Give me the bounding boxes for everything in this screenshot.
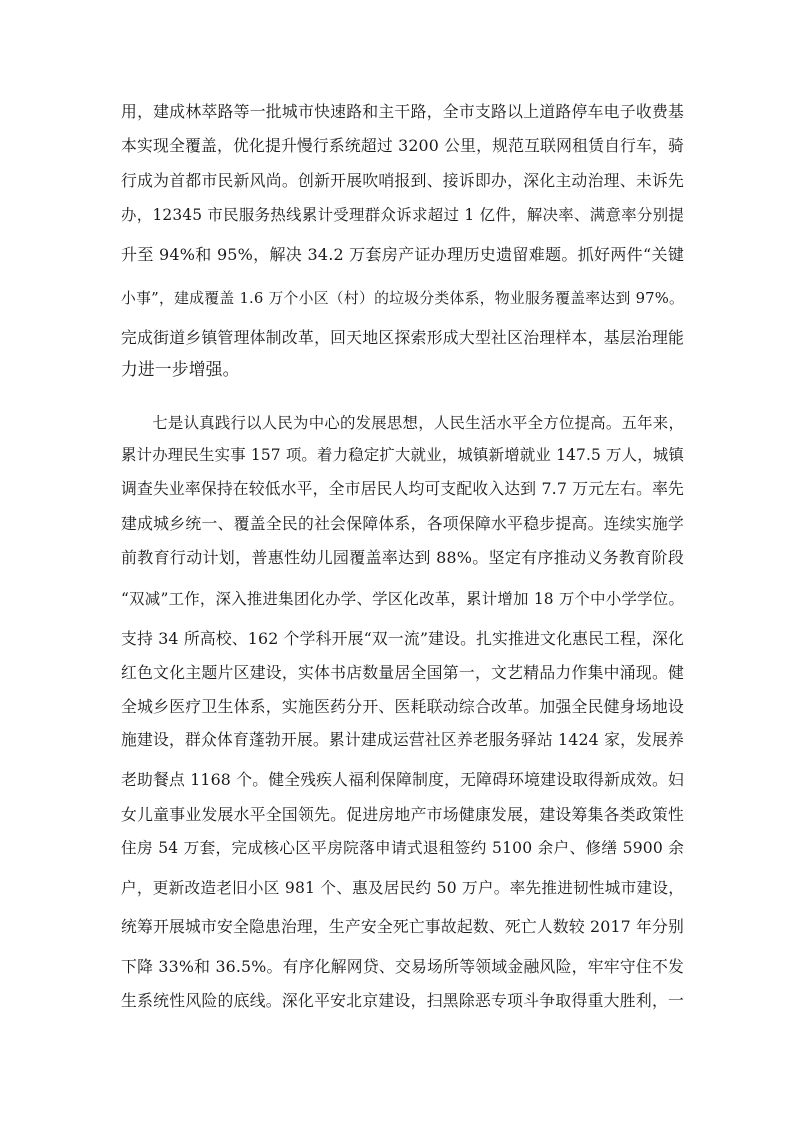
text-line: 红色文化主题片区建设，实体书店数量居全国第一，文艺精品力作集中涌现。健 bbox=[121, 663, 684, 682]
text-line: 本实现全覆盖，优化提升慢行系统超过 3200 公里，规范互联网租赁自行车，骑 bbox=[121, 136, 684, 155]
text-line: 前教育行动计划，普惠性幼儿园覆盖率达到 88%。坚定有序推动义务教育阶段 bbox=[121, 548, 684, 567]
text-line: 全城乡医疗卫生体系，实施医药分开、医耗联动综合改革。加强全民健身场地设 bbox=[121, 697, 684, 716]
text-line: 户，更新改造老旧小区 981 个、惠及居民约 50 万户。率先推进韧性城市建设， bbox=[121, 879, 684, 897]
text-line: 统筹开展城市安全隐患治理，生产安全死亡事故起数、死亡人数较 2017 年分别 bbox=[121, 917, 684, 936]
text-line: 力进一步增强。 bbox=[121, 359, 240, 379]
text-line: 老助餐点 1168 个。健全残疾人福利保障制度，无障碍环境建设取得新成效。妇 bbox=[121, 770, 684, 789]
text-line: 建成城乡统一、覆盖全民的社会保障体系，各项保障水平稳步提高。连续实施学 bbox=[121, 514, 684, 533]
text-line: “双减”工作，深入推进集团化办学、学区化改革，累计增加 18 万个中小学学位。 bbox=[121, 590, 684, 608]
text-line: 女儿童事业发展水平全国领先。促进房地产市场健康发展，建设筹集各类政策性 bbox=[121, 805, 684, 824]
text-line: 升至 94%和 95%，解决 34.2 万套房产证办理历史遗留难题。抓好两件“关键 bbox=[121, 245, 684, 264]
text-line: 小事”，建成覆盖 1.6 万个小区（村）的垃圾分类体系，物业服务覆盖率达到 97%。 bbox=[121, 290, 684, 307]
text-line: 七是认真践行以人民为中心的发展思想，人民生活水平全方位提高。五年来， bbox=[121, 414, 684, 432]
text-line: 支持 34 所高校、162 个学科开展“双一流”建设。扎实推进文化惠民工程，深化 bbox=[121, 629, 684, 648]
text-line: 行成为首都市民新风尚。创新开展吹哨报到、接诉即办，深化主动治理、未诉先 bbox=[121, 171, 684, 190]
text-line: 累计办理民生实事 157 项。着力稳定扩大就业，城镇新增就业 147.5 万人，城镇 bbox=[121, 446, 684, 464]
text-line: 用，建成林萃路等一批城市快速路和主干路，全市支路以上道路停车电子收费基 bbox=[121, 102, 684, 121]
text-line: 住房 54 万套，完成核心区平房院落申请式退租签约 5100 余户、修缮 5900 余 bbox=[121, 839, 684, 857]
text-line: 办，12345 市民服务热线累计受理群众诉求超过 1 亿件，解决率、满意率分别提 bbox=[121, 206, 684, 224]
text-line: 施建设，群众体育蓬勃开展。累计建成运营社区养老服务驿站 1424 家，发展养 bbox=[121, 730, 684, 749]
text-line: 下降 33%和 36.5%。有序化解网贷、交易场所等领域金融风险，牢牢守住不发 bbox=[121, 957, 684, 976]
text-line: 生系统性风险的底线。深化平安北京建设，扫黑除恶专项斗争取得重大胜利，一 bbox=[121, 991, 684, 1010]
text-line: 完成街道乡镇管理体制改革，回天地区探索形成大型社区治理样本，基层治理能 bbox=[121, 328, 684, 347]
text-line: 调查失业率保持在较低水平，全市居民人均可支配收入达到 7.7 万元左右。率先 bbox=[121, 479, 684, 498]
